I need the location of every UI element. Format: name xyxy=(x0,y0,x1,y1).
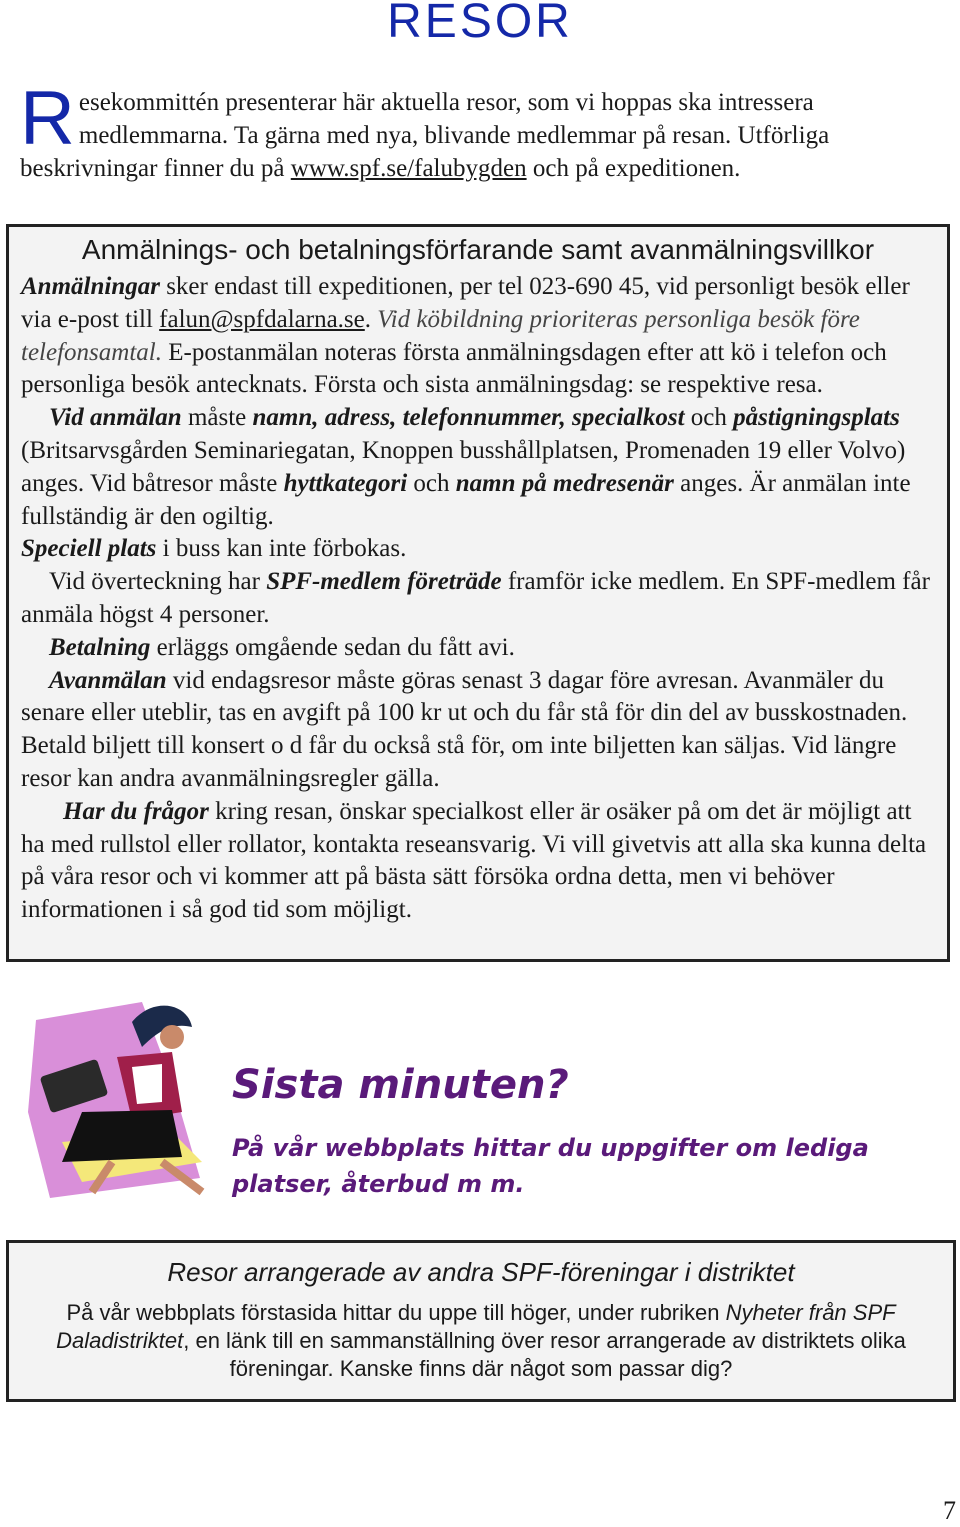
registration-paragraph xyxy=(21,271,935,402)
text: . xyxy=(364,305,378,333)
procedures-box xyxy=(6,224,950,962)
required-info-paragraph xyxy=(21,402,935,533)
overbooking-paragraph xyxy=(21,566,935,632)
italic-note: Vid köbildning prioriteras personliga besök före telefonsamtal. xyxy=(21,305,860,366)
special-seat-paragraph xyxy=(21,533,935,566)
text: Vid överteckning har xyxy=(49,568,267,596)
text: E-postanmälan noteras första anmälningsdagen efter att kö i telefon och personliga besök antecknats. Första och sista anmälningsdag: se respektive resa. xyxy=(21,338,887,399)
text: sker endast till expeditionen, per tel 023-690 45, vid personligt besök eller via e-post till xyxy=(21,273,910,333)
other-trips-box xyxy=(6,1240,956,1402)
website-link[interactable]: www.spf.se/falubygden xyxy=(290,155,527,182)
bold-term: Anmälningar xyxy=(21,273,160,300)
intro-text-1: esekommittén presenterar här aktuella resor, som vi hoppas ska intressera medlemmarna. Ta gärna med nya, blivande medlemmar på resan. Utförliga beskrivningar finner du på xyxy=(20,89,830,182)
bold-term: Vid anmälan xyxy=(49,404,182,432)
text: erläggs omgående sedan du fått avi. xyxy=(150,633,515,661)
text: kring resan, önskar specialkost eller är osäker på om det är möjligt att ha med rullstol eller rollator, kontakta reseansvarig. Vi vill givetvis att alla ska kunna delta på våra resor och vi kommer att på bästa sätt försöka ordna detta, men vi behöver informationen i så god tid som möjligt. xyxy=(21,797,927,924)
bold-term: namn på medresenär xyxy=(455,469,674,497)
procedures-heading: Anmälnings- och betalningsförfarande samt avanmälningsvillkor xyxy=(81,234,875,265)
text: (Britsarvsgården Seminariegatan, Knoppen busshållplatsen, Promenaden 19 eller Volvo) anges. Vid båtresor måste xyxy=(21,436,906,497)
bold-term: Speciell plats xyxy=(21,535,157,563)
text: vid endagsresor måste göras senast 3 dagar före avresan. Avanmäler du senare eller uteblir, tas en avgift på 100 kr ut och du får stå för din del av busskostnaden. Betald biljett till konsert o d får du också stå för, om inte biljetten kan säljas. Vid längre resor kan andra avanmälningsregler gälla. xyxy=(21,666,908,792)
last-minute-heading: Sista minuten? xyxy=(232,1062,569,1108)
intro-text-2: och på expeditionen. xyxy=(526,155,741,182)
text: i buss kan inte förbokas. xyxy=(156,535,407,563)
text: och xyxy=(684,404,734,432)
dropcap-letter: R xyxy=(20,76,75,161)
skirt-shape xyxy=(62,1110,182,1162)
running-woman-illustration xyxy=(22,992,218,1204)
email-link[interactable]: falun@spfdalarna.se xyxy=(159,305,365,333)
other-trips-heading: Resor arrangerade av andra SPF-föreningar i distriktet xyxy=(167,1257,795,1287)
text: framför icke medlem. En SPF-medlem får anmäla högst 4 personer. xyxy=(21,568,930,628)
bold-term: SPF-medlem företräde xyxy=(266,568,502,596)
last-minute-text: På vår webbplats hittar du uppgifter om lediga platser, återbud m m. xyxy=(232,1134,869,1198)
bold-term: Har du frågor xyxy=(63,797,209,825)
bold-term: påstigningsplats xyxy=(733,404,900,432)
head-shape xyxy=(160,1025,184,1049)
shirt-shape xyxy=(132,1064,162,1104)
bold-term: Avanmälan xyxy=(49,666,167,694)
payment-paragraph xyxy=(21,632,935,665)
text: På vår webbplats förstasida hittar du uppe till höger, under rubriken xyxy=(66,1300,726,1325)
cancellation-paragraph xyxy=(21,665,935,796)
text: och xyxy=(407,469,456,497)
bold-term: Betalning xyxy=(49,633,151,661)
page-number: 7 xyxy=(943,1496,956,1525)
text: , en länk till en sammanställning över resor arrangerade av distriktets olika föreningar. Kanske finns där något som passar dig? xyxy=(183,1328,906,1381)
bold-term: namn, adress, telefonnummer, specialkost xyxy=(252,404,685,432)
questions-paragraph xyxy=(21,796,935,927)
page-title: RESOR xyxy=(387,0,573,48)
text: anges. Är anmälan inte fullständig är den ogiltig. xyxy=(21,469,911,530)
intro-paragraph xyxy=(20,76,940,185)
italic-rubric: Nyheter från SPF Daladistriktet xyxy=(56,1300,896,1353)
bold-term: hyttkategori xyxy=(283,469,408,497)
other-trips-text xyxy=(39,1299,923,1383)
text: måste xyxy=(181,404,253,432)
